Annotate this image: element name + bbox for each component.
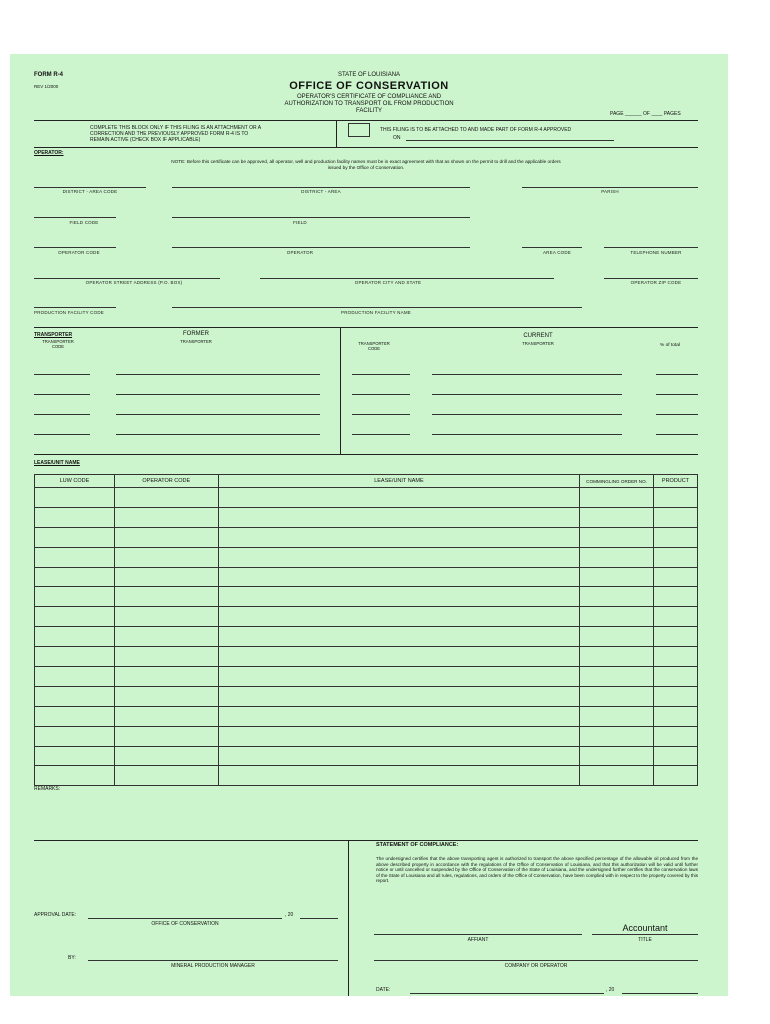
remarks-field[interactable] <box>80 786 698 832</box>
table-cell[interactable] <box>35 766 115 786</box>
table-cell[interactable] <box>580 527 654 547</box>
approval-date-field[interactable] <box>88 918 282 919</box>
table-cell[interactable] <box>218 547 579 567</box>
table-cell[interactable] <box>654 667 698 687</box>
table-cell[interactable] <box>114 527 218 547</box>
divider <box>34 840 698 841</box>
table-cell[interactable] <box>654 706 698 726</box>
table-cell[interactable] <box>35 686 115 706</box>
compliance-year-label: , 20 <box>606 987 615 993</box>
percent-label: % of total <box>660 343 680 348</box>
table-cell[interactable] <box>114 507 218 527</box>
company-label: COMPANY OR OPERATOR <box>504 963 568 969</box>
table-cell[interactable] <box>218 527 579 547</box>
table-row <box>35 547 698 567</box>
current-code-field[interactable] <box>352 414 410 415</box>
current-code-field[interactable] <box>352 394 410 395</box>
table-cell[interactable] <box>114 746 218 766</box>
former-code-field[interactable] <box>34 434 90 435</box>
parish-label: PARISH <box>601 189 619 194</box>
table-cell[interactable] <box>35 507 115 527</box>
table-cell[interactable] <box>580 647 654 667</box>
field-code-label: FIELD CODE <box>69 220 99 225</box>
manager-label: MINERAL PRODUCTION MANAGER <box>171 963 255 969</box>
attachment-on-label: ON <box>393 135 401 141</box>
former-heading: FORMER <box>183 331 209 337</box>
divider <box>34 147 698 148</box>
operator-name-field[interactable] <box>172 247 470 248</box>
telephone-field[interactable] <box>604 247 698 248</box>
table-row <box>35 627 698 647</box>
table-cell[interactable] <box>580 607 654 627</box>
form-revision: REV 1/2000 <box>34 84 59 89</box>
table-row <box>35 647 698 667</box>
table-cell[interactable] <box>654 746 698 766</box>
subtitle-line-1: OPERATOR'S CERTIFICATE OF COMPLIANCE AND <box>296 94 442 100</box>
table-cell[interactable] <box>580 547 654 567</box>
subtitle-line-3: FACILITY <box>355 108 382 114</box>
table-cell[interactable] <box>114 766 218 786</box>
city-state-label: OPERATOR CITY AND STATE <box>354 280 422 285</box>
table-cell[interactable] <box>654 686 698 706</box>
table-row <box>35 507 698 527</box>
table-cell[interactable] <box>35 706 115 726</box>
table-cell[interactable] <box>580 567 654 587</box>
table-row <box>35 686 698 706</box>
table-cell[interactable] <box>114 607 218 627</box>
company-field[interactable] <box>374 960 698 961</box>
table-header-row <box>35 475 698 488</box>
current-transporter-label: TRANSPORTER <box>522 341 554 346</box>
operator-heading: OPERATOR: <box>34 150 64 156</box>
former-transporter-field[interactable] <box>116 434 320 435</box>
table-cell[interactable] <box>218 686 579 706</box>
table-cell[interactable] <box>218 627 579 647</box>
table-cell[interactable] <box>580 627 654 647</box>
former-code-field[interactable] <box>34 414 90 415</box>
parish-field[interactable] <box>522 187 698 188</box>
table-cell[interactable] <box>218 488 579 508</box>
table-cell[interactable] <box>654 766 698 786</box>
table-row <box>35 527 698 547</box>
table-cell[interactable] <box>35 726 115 746</box>
table-cell[interactable] <box>35 547 115 567</box>
facility-code-field[interactable] <box>34 307 116 308</box>
table-cell[interactable] <box>218 587 579 607</box>
table-row <box>35 567 698 587</box>
former-transporter-field[interactable] <box>116 394 320 395</box>
facility-name-label: PRODUCTION FACILITY NAME <box>341 310 411 315</box>
compliance-date-field[interactable] <box>410 993 604 994</box>
approval-year-label: , 20 <box>285 912 294 918</box>
district-area-label: DISTRICT - AREA <box>301 189 341 194</box>
table-cell[interactable] <box>35 527 115 547</box>
table-row <box>35 488 698 508</box>
table-cell[interactable] <box>218 647 579 667</box>
table-cell[interactable] <box>35 667 115 687</box>
table-cell[interactable] <box>580 587 654 607</box>
area-code-label: AREA CODE <box>542 250 572 255</box>
table-cell[interactable] <box>114 706 218 726</box>
table-cell[interactable] <box>654 507 698 527</box>
former-code-field[interactable] <box>34 374 90 375</box>
office-label: OFFICE OF CONSERVATION <box>151 921 219 927</box>
divider <box>340 327 341 454</box>
remarks-label: REMARKS: <box>34 786 61 792</box>
percent-field[interactable] <box>656 434 698 435</box>
percent-field[interactable] <box>656 414 698 415</box>
table-cell[interactable] <box>580 667 654 687</box>
table-cell[interactable] <box>654 627 698 647</box>
facility-name-field[interactable] <box>172 307 582 308</box>
title-value[interactable]: Accountant <box>622 923 668 933</box>
table-cell[interactable] <box>580 507 654 527</box>
signature-field[interactable] <box>88 960 338 961</box>
table-cell[interactable] <box>114 667 218 687</box>
table-cell[interactable] <box>654 726 698 746</box>
operator-code-field[interactable] <box>34 247 116 248</box>
table-cell[interactable] <box>114 627 218 647</box>
table-cell[interactable] <box>654 527 698 547</box>
table-cell[interactable] <box>654 647 698 667</box>
divider <box>34 454 698 455</box>
lease-table <box>34 474 698 786</box>
former-code-field[interactable] <box>34 394 90 395</box>
table-cell[interactable] <box>218 507 579 527</box>
percent-field[interactable] <box>656 374 698 375</box>
compliance-heading: STATEMENT OF COMPLIANCE: <box>376 842 459 848</box>
current-transporter-field[interactable] <box>432 374 622 375</box>
compliance-year-field[interactable] <box>622 993 698 994</box>
state-name: STATE OF LOUISIANA <box>337 72 401 78</box>
attachment-statement: THIS FILING IS TO BE ATTACHED TO AND MADE PART OF FORM R-4 APPROVED <box>380 127 572 133</box>
current-transporter-field[interactable] <box>432 434 622 435</box>
table-cell[interactable] <box>580 766 654 786</box>
lease-heading: LEASE/UNIT NAME <box>34 460 80 466</box>
divider <box>34 327 698 328</box>
affiant-label: AFFIANT <box>467 937 489 943</box>
table-cell[interactable] <box>218 766 579 786</box>
title-label: TITLE <box>638 937 652 943</box>
table-cell[interactable] <box>580 686 654 706</box>
table-cell[interactable] <box>114 567 218 587</box>
affiant-field[interactable] <box>374 934 582 935</box>
table-cell[interactable] <box>654 547 698 567</box>
page-count: PAGE ______ OF ____ PAGES <box>610 111 681 117</box>
table-cell[interactable] <box>114 647 218 667</box>
table-cell[interactable] <box>580 746 654 766</box>
table-cell[interactable] <box>218 567 579 587</box>
former-transporter-field[interactable] <box>116 414 320 415</box>
table-row <box>35 746 698 766</box>
title-field[interactable] <box>592 934 698 935</box>
table-cell[interactable] <box>654 567 698 587</box>
table-cell[interactable] <box>35 627 115 647</box>
table-row <box>35 607 698 627</box>
table-cell[interactable] <box>114 488 218 508</box>
former-code-label: TRANSPORTER CODE <box>42 339 74 349</box>
table-cell[interactable] <box>114 547 218 567</box>
field-name-field[interactable] <box>172 217 470 218</box>
column-header: LUW CODE <box>35 475 115 488</box>
attachment-checkbox[interactable] <box>348 123 370 137</box>
divider <box>348 840 349 996</box>
street-address-label: OPERATOR STREET ADDRESS (P.O. BOX) <box>85 280 183 285</box>
table-cell[interactable] <box>35 607 115 627</box>
column-header: COMMINGLING ORDER NO. <box>580 475 654 488</box>
divider <box>34 120 698 121</box>
district-area-code-label: DISTRICT - AREA CODE <box>62 189 118 194</box>
table-cell[interactable] <box>580 726 654 746</box>
compliance-date-label: DATE: <box>376 987 391 993</box>
street-address-field[interactable] <box>34 278 220 279</box>
approval-date-label: APPROVAL DATE: <box>34 912 77 918</box>
table-cell[interactable] <box>114 587 218 607</box>
by-label: BY: <box>68 955 76 961</box>
current-code-field[interactable] <box>352 374 410 375</box>
field-name-label: FIELD <box>293 220 307 225</box>
current-code-label: TRANSPORTER CODE <box>358 341 390 351</box>
operator-code-label: OPERATOR CODE <box>58 250 100 255</box>
approval-year-field[interactable] <box>300 918 338 919</box>
current-transporter-field[interactable] <box>432 394 622 395</box>
table-cell[interactable] <box>218 607 579 627</box>
telephone-label: TELEPHONE NUMBER <box>630 250 682 255</box>
table-cell[interactable] <box>654 488 698 508</box>
table-cell[interactable] <box>35 746 115 766</box>
table-row <box>35 706 698 726</box>
table-cell[interactable] <box>114 686 218 706</box>
agency-title: OFFICE OF CONSERVATION <box>289 80 449 92</box>
table-row <box>35 587 698 607</box>
former-transporter-label: TRANSPORTER <box>180 339 212 344</box>
table-cell[interactable] <box>654 607 698 627</box>
table-row <box>35 766 698 786</box>
area-code-field[interactable] <box>522 247 582 248</box>
percent-field[interactable] <box>656 394 698 395</box>
form-page <box>10 54 728 996</box>
table-cell[interactable] <box>114 726 218 746</box>
compliance-statement: The undersigned certifies that the above transporting agent is authorized to transport the above specified percentage of the allowable oil produced from the above described property in accordance with the regulations of the Office of Conservation of Louisiana, and that this authorization will be valid until further notice or until cancelled or suspended by the Office of Conservation of the State of Louisiana, and the undersigned further certifies that the conservation laws of the State of Louisiana and all rules, regulations, and orders of the Office of Conservation, have been complied with in respect to the property covered by this report. <box>376 856 698 884</box>
table-cell[interactable] <box>218 706 579 726</box>
former-transporter-field[interactable] <box>116 374 320 375</box>
district-area-field[interactable] <box>172 187 470 188</box>
current-transporter-field[interactable] <box>432 414 622 415</box>
attachment-instructions: COMPLETE THIS BLOCK ONLY IF THIS FILING IS AN ATTACHMENT OR A CORRECTION AND THE PREVIOUSLY APPROVED FORM R-4 IS TO REMAIN ACTIVE (CHECK BOX IF APPLICABLE) <box>90 125 262 143</box>
zip-code-field[interactable] <box>604 278 698 279</box>
transporter-heading: TRANSPORTER <box>34 332 73 338</box>
zip-code-label: OPERATOR ZIP CODE <box>630 280 682 285</box>
current-heading: CURRENT <box>523 333 553 339</box>
column-header: OPERATOR CODE <box>114 475 218 488</box>
divider <box>336 120 337 147</box>
attachment-date-field[interactable] <box>406 140 614 141</box>
subtitle-line-2: AUTHORIZATION TO TRANSPORT OIL FROM PRODUCTION <box>284 101 454 107</box>
column-header: LEASE/UNIT NAME <box>218 475 579 488</box>
table-row <box>35 726 698 746</box>
operator-name-label: OPERATOR <box>286 250 314 255</box>
form-number: FORM R-4 <box>34 72 63 78</box>
column-header: PRODUCT <box>654 475 698 488</box>
field-code-field[interactable] <box>34 217 116 218</box>
city-state-field[interactable] <box>260 278 554 279</box>
table-cell[interactable] <box>218 667 579 687</box>
district-area-code-field[interactable] <box>34 187 146 188</box>
table-cell[interactable] <box>218 746 579 766</box>
table-cell[interactable] <box>580 706 654 726</box>
facility-code-label: PRODUCTION FACILITY CODE <box>34 310 104 315</box>
table-row <box>35 667 698 687</box>
table-cell[interactable] <box>654 587 698 607</box>
operator-note: NOTE: Before this certificate can be approved, all operator, well and production facility names must be in exact agreement with that as shown on the permit to drill and the applicable orders issued by the Office of Conservation. <box>171 159 561 170</box>
table-cell[interactable] <box>35 567 115 587</box>
table-cell[interactable] <box>35 488 115 508</box>
table-cell[interactable] <box>35 587 115 607</box>
table-cell[interactable] <box>35 647 115 667</box>
current-code-field[interactable] <box>352 434 410 435</box>
table-cell[interactable] <box>580 488 654 508</box>
table-cell[interactable] <box>218 726 579 746</box>
